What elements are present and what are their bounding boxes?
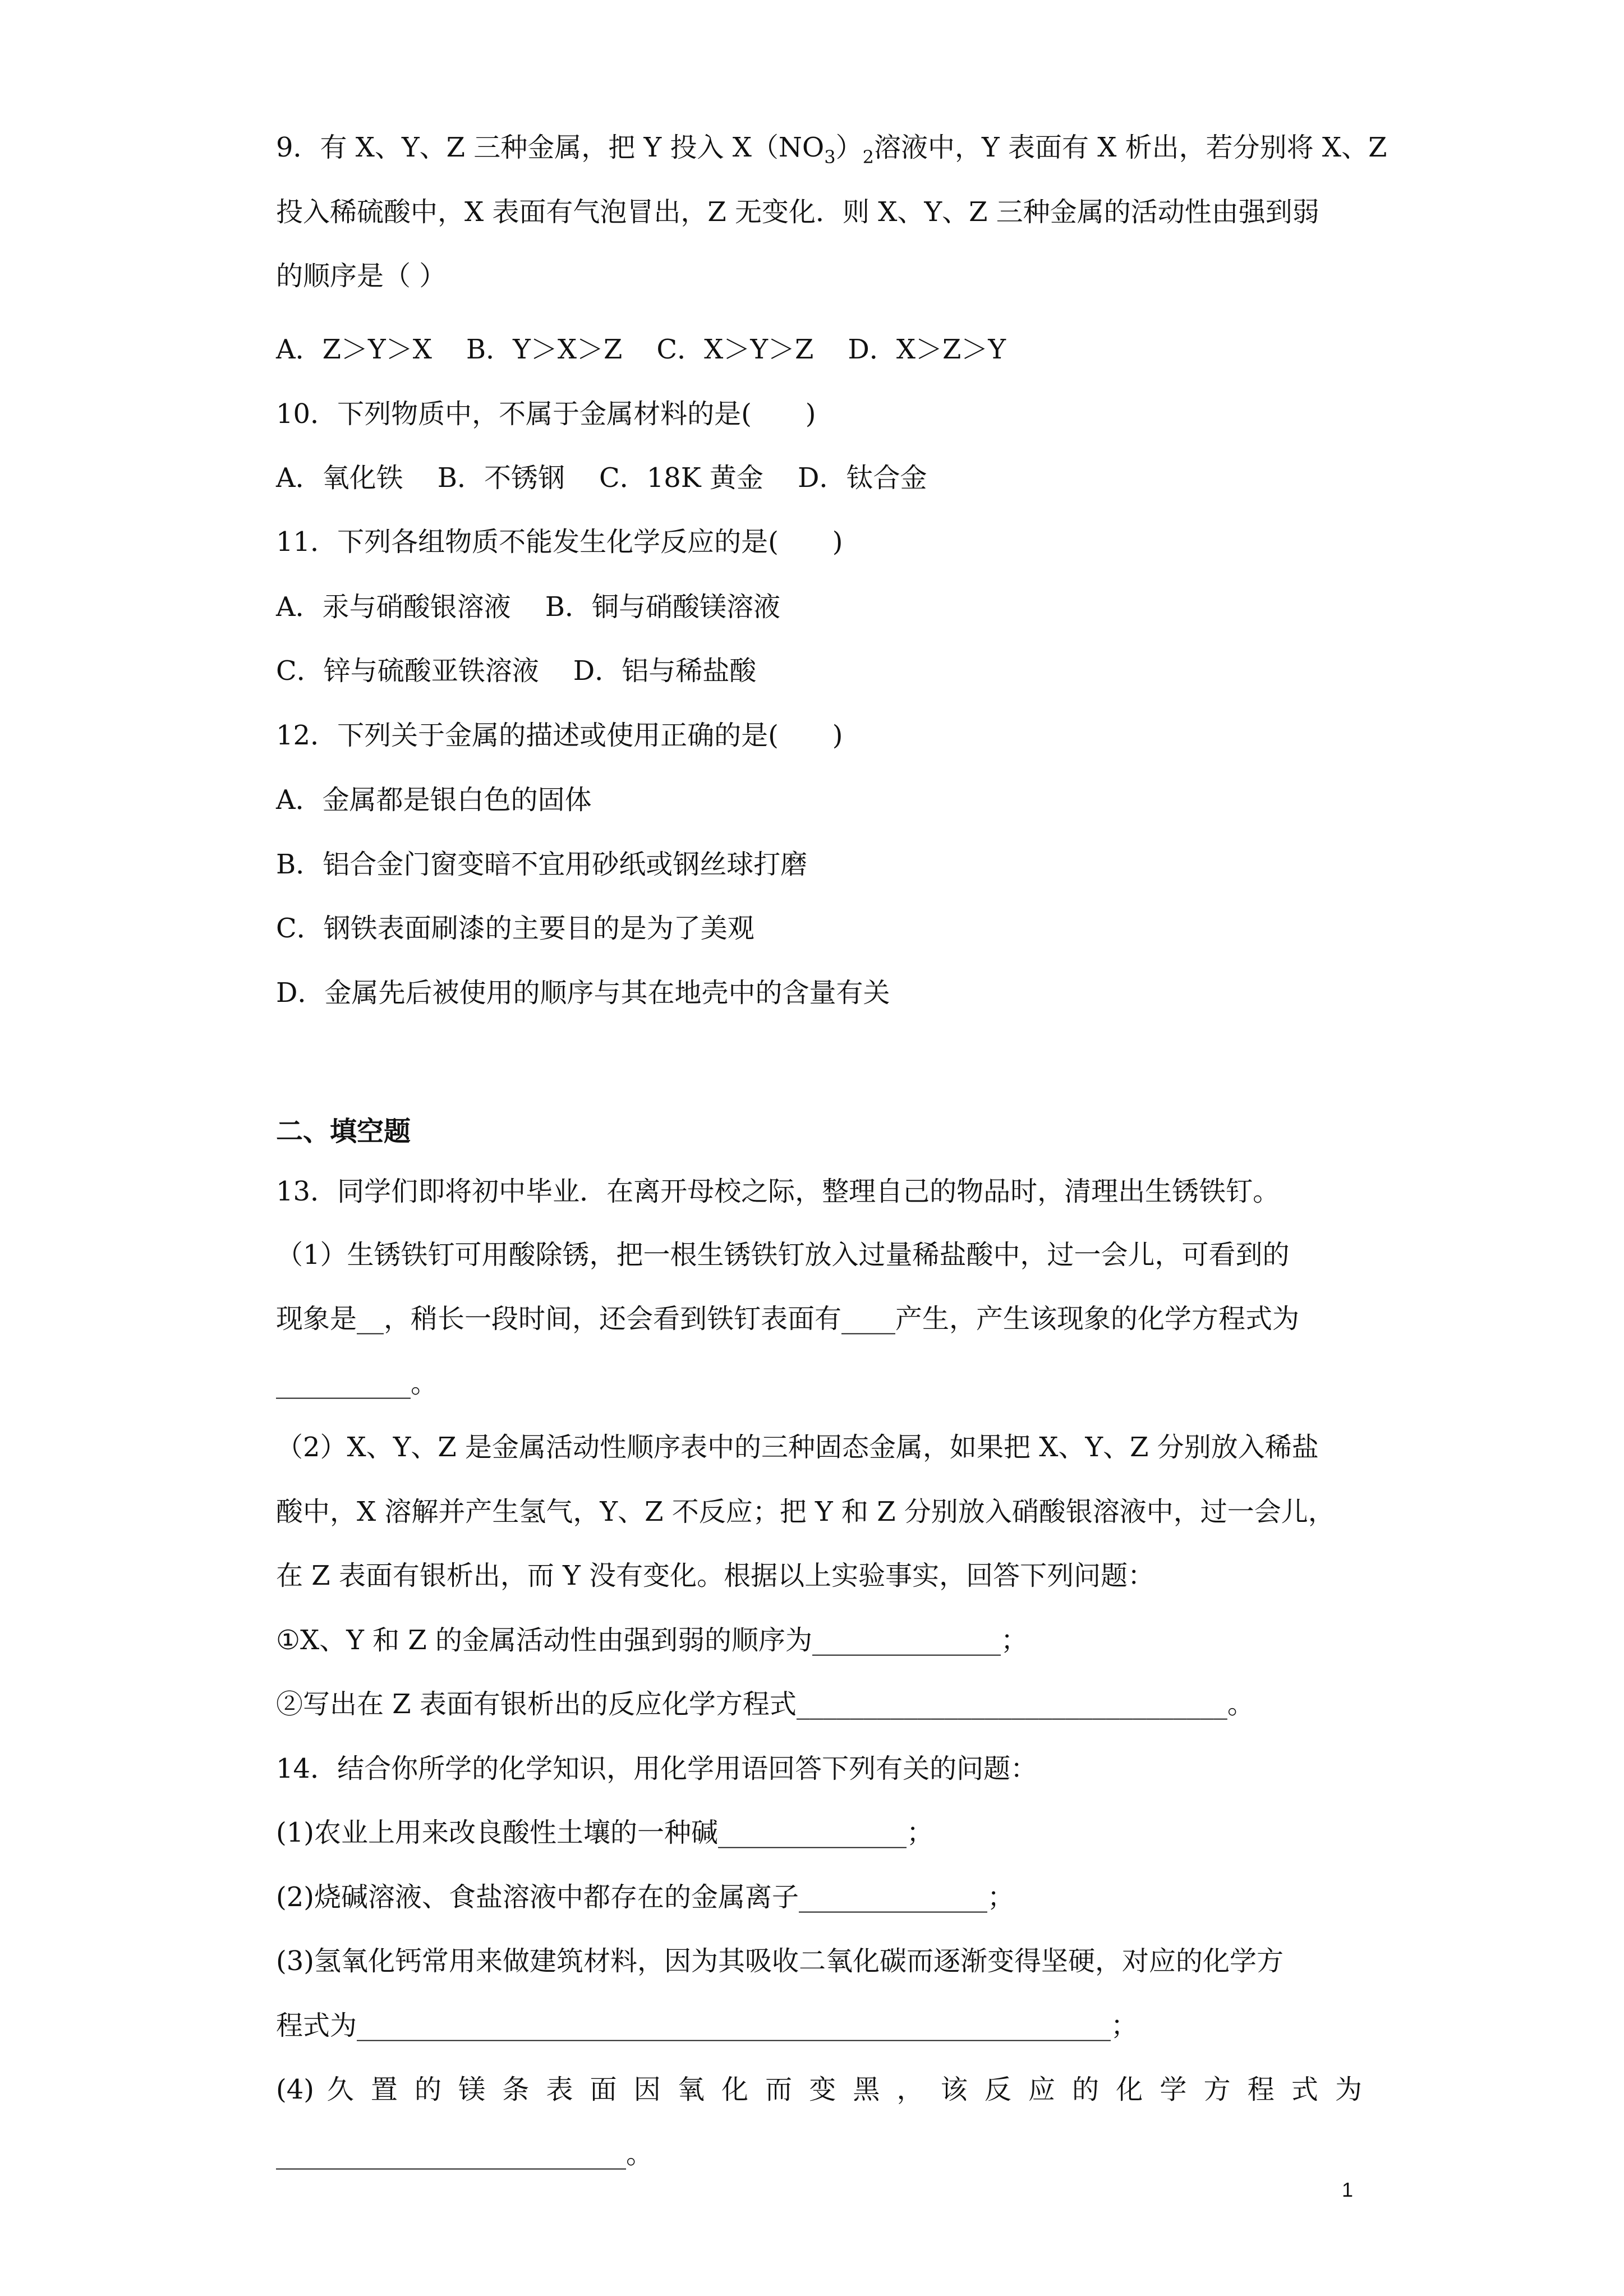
q10-options: A．氧化铁 B．不锈钢 C．18K 黄金 D．钛合金 [276, 462, 927, 494]
q13-p1-line-3: __________。 [276, 1368, 438, 1399]
q13-sub-2: ②写出在 Z 表面有银析出的反应化学方程式________________________________。 [276, 1688, 1254, 1720]
q9-text-a: 9．有 X、Y、Z 三种金属，把 Y 投入 X（NO [276, 132, 825, 163]
q11-stem: 11．下列各组物质不能发生化学反应的是( ) [276, 526, 843, 558]
q12-option-c: C．钢铁表面刷漆的主要目的是为了美观 [276, 913, 755, 944]
q9-text-c: 溶液中，Y 表面有 X 析出，若分别将 X、Z [874, 132, 1387, 163]
q9-line-1 [276, 131, 1387, 174]
q13-p2-line-3: 在 Z 表面有银析出，而 Y 没有变化。根据以上实验事实，回答下列问题： [276, 1560, 1155, 1591]
q11-options-1: A．汞与硝酸银溶液 B．铜与硝酸镁溶液 [276, 591, 780, 623]
q13-p2-line-2: 酸中，X 溶解并产生氢气，Y、Z 不反应；把 Y 和 Z 分别放入硝酸银溶液中，过一会儿， [276, 1496, 1335, 1527]
q14-sub-3-line-1: (3)氢氧化钙常用来做建筑材料，因为其吸收二氧化碳而逐渐变得坚硬，对应的化学方 [276, 1945, 1283, 1977]
subscript: 2 [862, 146, 874, 168]
q9-text-b: ） [835, 132, 863, 163]
q14-sub-4-line-2: __________________________。 [276, 2138, 654, 2170]
q9-line-3: 的顺序是（ ） [276, 260, 447, 292]
q9-options: A．Z＞Y＞X B．Y＞X＞Z C．X＞Y＞Z D．X＞Z＞Y [276, 334, 1006, 365]
subscript: 3 [824, 146, 836, 168]
q9-line-2: 投入稀硫酸中，X 表面有气泡冒出，Z 无变化．则 X、Y、Z 三种金属的活动性由强到弱 [276, 196, 1319, 228]
section-heading: 二、填空题 [276, 1116, 411, 1147]
q14-stem: 14．结合你所学的化学知识，用化学用语回答下列有关的问题： [276, 1753, 1038, 1784]
q14-sub-3-line-2: 程式为________________________________________________________； [276, 2010, 1138, 2041]
q14-sub-4-line-1: (4) 久 置 的 镁 条 表 面 因 氧 化 而 变 黑 ， 该 反 应 的 化 学 方 程 式 为 [276, 2074, 1362, 2105]
q11-options-2: C．锌与硫酸亚铁溶液 D．铝与稀盐酸 [276, 655, 757, 687]
q13-sub-1: ①X、Y 和 Z 的金属活动性由强到弱的顺序为______________； [276, 1625, 1028, 1656]
q12-option-d: D．金属先后被使用的顺序与其在地壳中的含量有关 [276, 977, 890, 1009]
q12-option-b: B．铝合金门窗变暗不宜用砂纸或钢丝球打磨 [276, 849, 808, 880]
q13-p1-line-2: 现象是__，稍长一段时间，还会看到铁钉表面有____产生，产生该现象的化学方程式为 [276, 1303, 1300, 1335]
q13-p1-line-1: （1）生锈铁钉可用酸除锈，把一根生锈铁钉放入过量稀盐酸中，过一会儿，可看到的 [276, 1239, 1290, 1271]
q14-sub-1: (1)农业上用来改良酸性土壤的一种碱______________； [276, 1817, 933, 1848]
q10-stem: 10．下列物质中，不属于金属材料的是( ) [276, 398, 816, 430]
q13-p2-line-1: （2）X、Y、Z 是金属活动性顺序表中的三种固态金属，如果把 X、Y、Z 分别放入稀盐 [276, 1432, 1319, 1463]
q12-stem: 12．下列关于金属的描述或使用正确的是( ) [276, 720, 843, 751]
q12-option-a: A．金属都是银白色的固体 [276, 784, 592, 816]
q13-stem: 13．同学们即将初中毕业．在离开母校之际，整理自己的物品时，清理出生锈铁钉。 [276, 1176, 1280, 1207]
q14-sub-2: (2)烧碱溶液、食盐溶液中都存在的金属离子______________； [276, 1881, 1014, 1913]
page-number: 1 [1342, 2178, 1354, 2201]
